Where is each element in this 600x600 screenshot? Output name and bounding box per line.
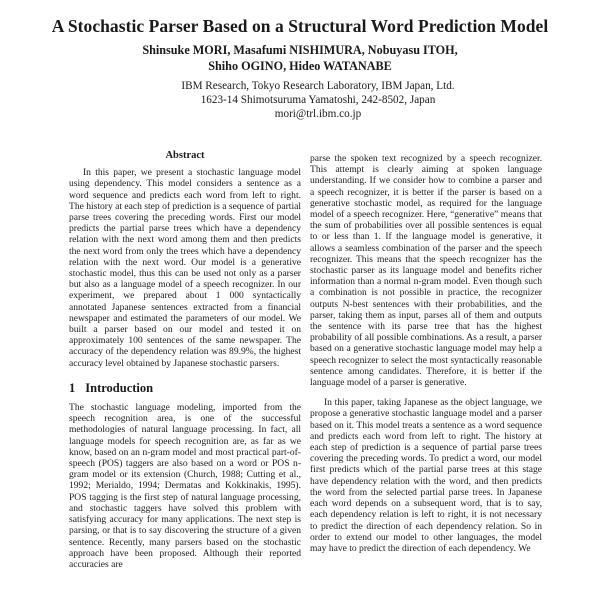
introduction-paragraph: The stochastic language modeling, imported from the speech recognition area, is one of the successful methodologies of natural language processing. In fact, all language models for speech recognition are, as far as we know, based on an n-gram model and most practical part-of-speech (POS) taggers are also based on a word or POS n-gram model or its extension (Church, 1988; Cutting et al., 1992; Merialdo, 1994; Dermatas and Kokkinakis, 1995). POS tagging is the first step of natural language processing, and stochastic taggers have solved this problem with satisfying accuracy for many applications. The next step is parsing, or that is to say discovering the structure of a given sentence. Recently, many parsers based on the stochastic approach have been proposed. Although their reported accuracies are bbox=[69, 402, 301, 570]
affiliation-institution: IBM Research, Tokyo Research Laboratory, IBM Japan, Ltd. bbox=[181, 80, 455, 92]
abstract-heading: Abstract bbox=[165, 150, 205, 161]
author-line-1: Shinsuke MORI, Masafumi NISHIMURA, Nobuyasu ITOH, bbox=[142, 43, 458, 57]
right-column bbox=[310, 153, 542, 554]
section-number: 1 bbox=[69, 380, 76, 395]
affiliation-block bbox=[0, 80, 600, 121]
section-heading-introduction bbox=[69, 380, 301, 395]
affiliation-email: mori@trl.ibm.co.jp bbox=[274, 107, 362, 120]
left-column bbox=[69, 150, 301, 570]
author-line-2: Shiho OGINO, Hideo WATANABE bbox=[208, 58, 392, 73]
right-column-paragraph-1: parse the spoken text recognized by a speech recognizer. This attempt is clearly aiming at spoken language understanding. If we consider how to combine a parser and a speech recognizer, it is better if the parser is based on a generative stochastic model, as required for the language model of a speech recognizer. Here, “generative” means that the sum of probabilities over all possible sentences is equal to or less than 1. If the language model is generative, it allows a seamless combination of the parser and the speech recognizer. This means that the speech recognizer has the stochastic parser as its language model and benefits richer information than a normal n-gram model. Even though such a combination is not possible in practice, the recognizer outputs N-best sentences with their probabilities, and the parser, taking them as input, parses all of them and outputs the sentence with its parse tree that has the highest probability of all possible combinations. As a result, a parser based on a generative stochastic language model may help a speech recognizer to select the most syntactically reasonable sentence among candidates. Therefore, it is better if the language model of a parser is generative. bbox=[310, 153, 542, 389]
author-list bbox=[0, 43, 600, 74]
section-title: Introduction bbox=[85, 380, 154, 395]
abstract-text: In this paper, we present a stochastic language model using dependency. This model considers a sentence as a word sequence and predicts each word from left to right. The history at each step of prediction is a sequence of partial parse trees covering the preceding words. First our model predicts the partial parse trees which have a dependency relation with the next word among them and then predicts the next word from only the trees which have a dependency relation with the next word. Our model is a generative stochastic model, thus this can be used not only as a parser but also as a language model of a speech recognizer. In our experiment, we prepared about 1 000 syntactically annotated Japanese sentences extracted from a financial newspaper and estimated the parameters of our model. We built a parser based on our model and tested it on approximately 100 sentences of the same newspaper. The accuracy of the dependency relation was 89.9%, the highest accuracy level obtained by Japanese stochastic parsers. bbox=[69, 167, 301, 369]
affiliation-address: 1623-14 Shimotsuruma Yamatoshi, 242-8502, Japan bbox=[200, 93, 436, 106]
paper-title: A Stochastic Parser Based on a Structural Word Prediction Model bbox=[51, 16, 549, 36]
right-column-paragraph-2: In this paper, taking Japanese as the object language, we propose a generative stochastic language model and a parser based on it. This model treats a sentence as a word sequence and predicts each word from left to right. The history at each step of prediction is a sequence of partial parse trees covering the preceding words. To predict a word, our model first predicts which of the partial parse trees at this stage have dependency relation with the word, and then predicts the word from the selected partial parse trees. In Japanese each word depends on a subsequent word, that is to say, each dependency relation is left to right, it is not necessary to predict the direction of each dependency relation. So in order to extend our model to other languages, the model may have to predict the direction of each dependency. We bbox=[310, 397, 542, 554]
